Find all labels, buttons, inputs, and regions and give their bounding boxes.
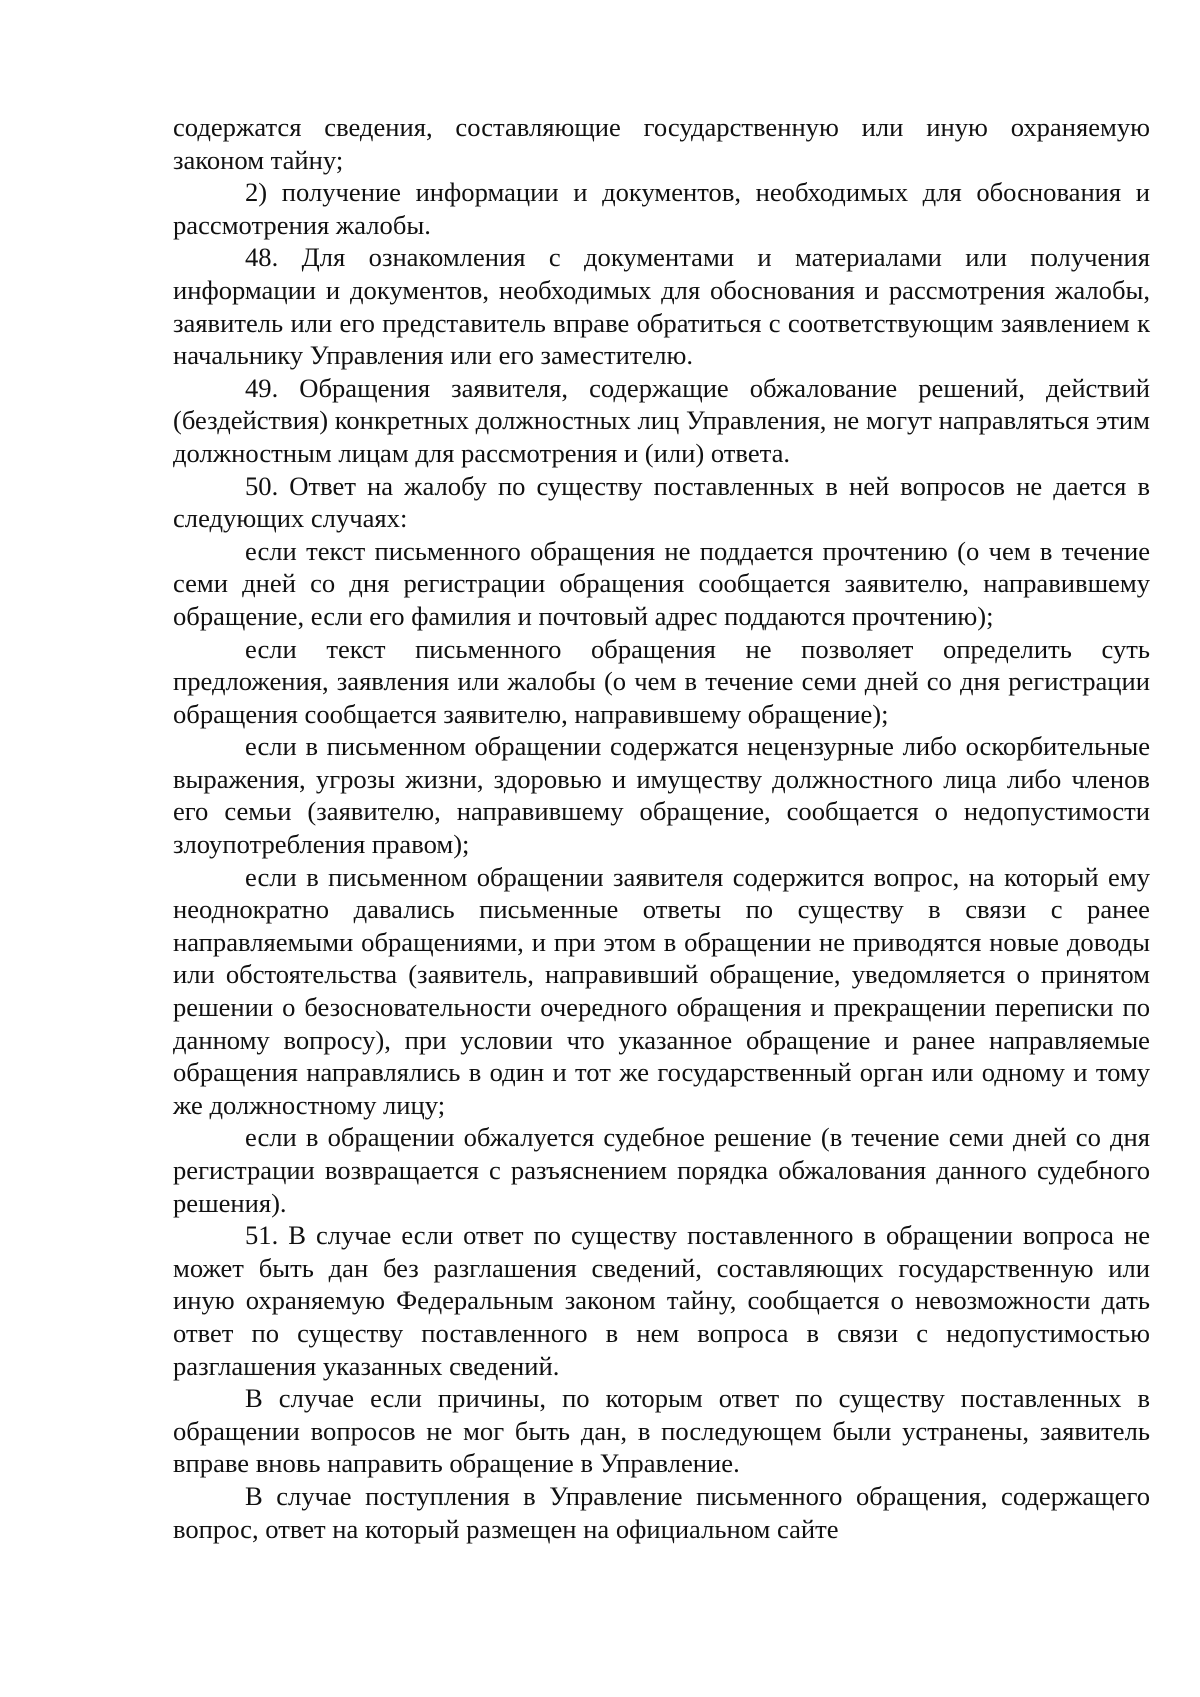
paragraph-continuation: содержатся сведения, составляющие государственную или иную охраняемую законом тайну;: [173, 112, 1150, 175]
paragraph-50-case-unreadable: если текст письменного обращения не поддается прочтению (о чем в течение семи дней со дня регистрации обращения сообщается заявителю, направившему обращение, если его фамилия и почтовый адрес поддаются прочтению);: [173, 535, 1150, 631]
paragraph-51: 51. В случае если ответ по существу поставленного в обращении вопроса не может быть дан без разглашения сведений, составляющих государственную или иную охраняемую Федеральным законом тайну, сообщается о невозможности дать ответ по существу поставленного в нем вопроса в связи с недопустимостью разглашения указанных сведений.: [173, 1220, 1150, 1381]
paragraph-49: 49. Обращения заявителя, содержащие обжалование решений, действий (бездействия) конкретных должностных лиц Управления, не могут направляться этим должностным лицам для рассмотрения и (или) ответа.: [173, 372, 1150, 468]
paragraph-50-case-court-decision: если в обращении обжалуется судебное решение (в течение семи дней со дня регистрации возвращается с разъяснением порядка обжалования данного судебного решения).: [173, 1122, 1150, 1218]
paragraph-50-case-undefined-essence: если текст письменного обращения не позволяет определить суть предложения, заявления или жалобы (о чем в течение семи дней со дня регистрации обращения сообщается заявителю, направившему обращение);: [173, 633, 1150, 729]
paragraph-website-answer: В случае поступления в Управление письменного обращения, содержащего вопрос, ответ на который размещен на официальном сайте: [173, 1480, 1150, 1544]
paragraph-50-case-repeated: если в письменном обращении заявителя содержится вопрос, на который ему неоднократно давались письменные ответы по существу в связи с ранее направляемыми обращениями, и при этом в обращении не приводятся новые доводы или обстоятельства (заявитель, направивший обращение, уведомляется о принятом решении о безосновательности очередного обращения и прекращении переписки по данному вопросу), при условии что указанное обращение и ранее направляемые обращения направлялись в один и тот же государственный орган или одному и тому же должностному лицу;: [173, 861, 1150, 1120]
paragraph-item-2: 2) получение информации и документов, необходимых для обоснования и рассмотрения жалобы.: [173, 177, 1150, 240]
document-page: [173, 111, 1150, 1545]
paragraph-50: 50. Ответ на жалобу по существу поставленных в ней вопросов не дается в следующих случаях:: [173, 470, 1150, 534]
paragraph-50-case-obscene: если в письменном обращении содержатся нецензурные либо оскорбительные выражения, угрозы жизни, здоровью и имуществу должностного лица либо членов его семьи (заявителю, направившему обращение, сообщается о недопустимости злоупотребления правом);: [173, 731, 1150, 860]
paragraph-48: 48. Для ознакомления с документами и материалами или получения информации и документов, необходимых для обоснования и рассмотрения жалобы, заявитель или его представитель вправе обратиться с соответствующим заявлением к начальнику Управления или его заместителю.: [173, 242, 1150, 371]
paragraph-51-resubmission: В случае если причины, по которым ответ по существу поставленных в обращении вопросов не мог быть дан, в последующем были устранены, заявитель вправе вновь направить обращение в Управление.: [173, 1383, 1150, 1479]
